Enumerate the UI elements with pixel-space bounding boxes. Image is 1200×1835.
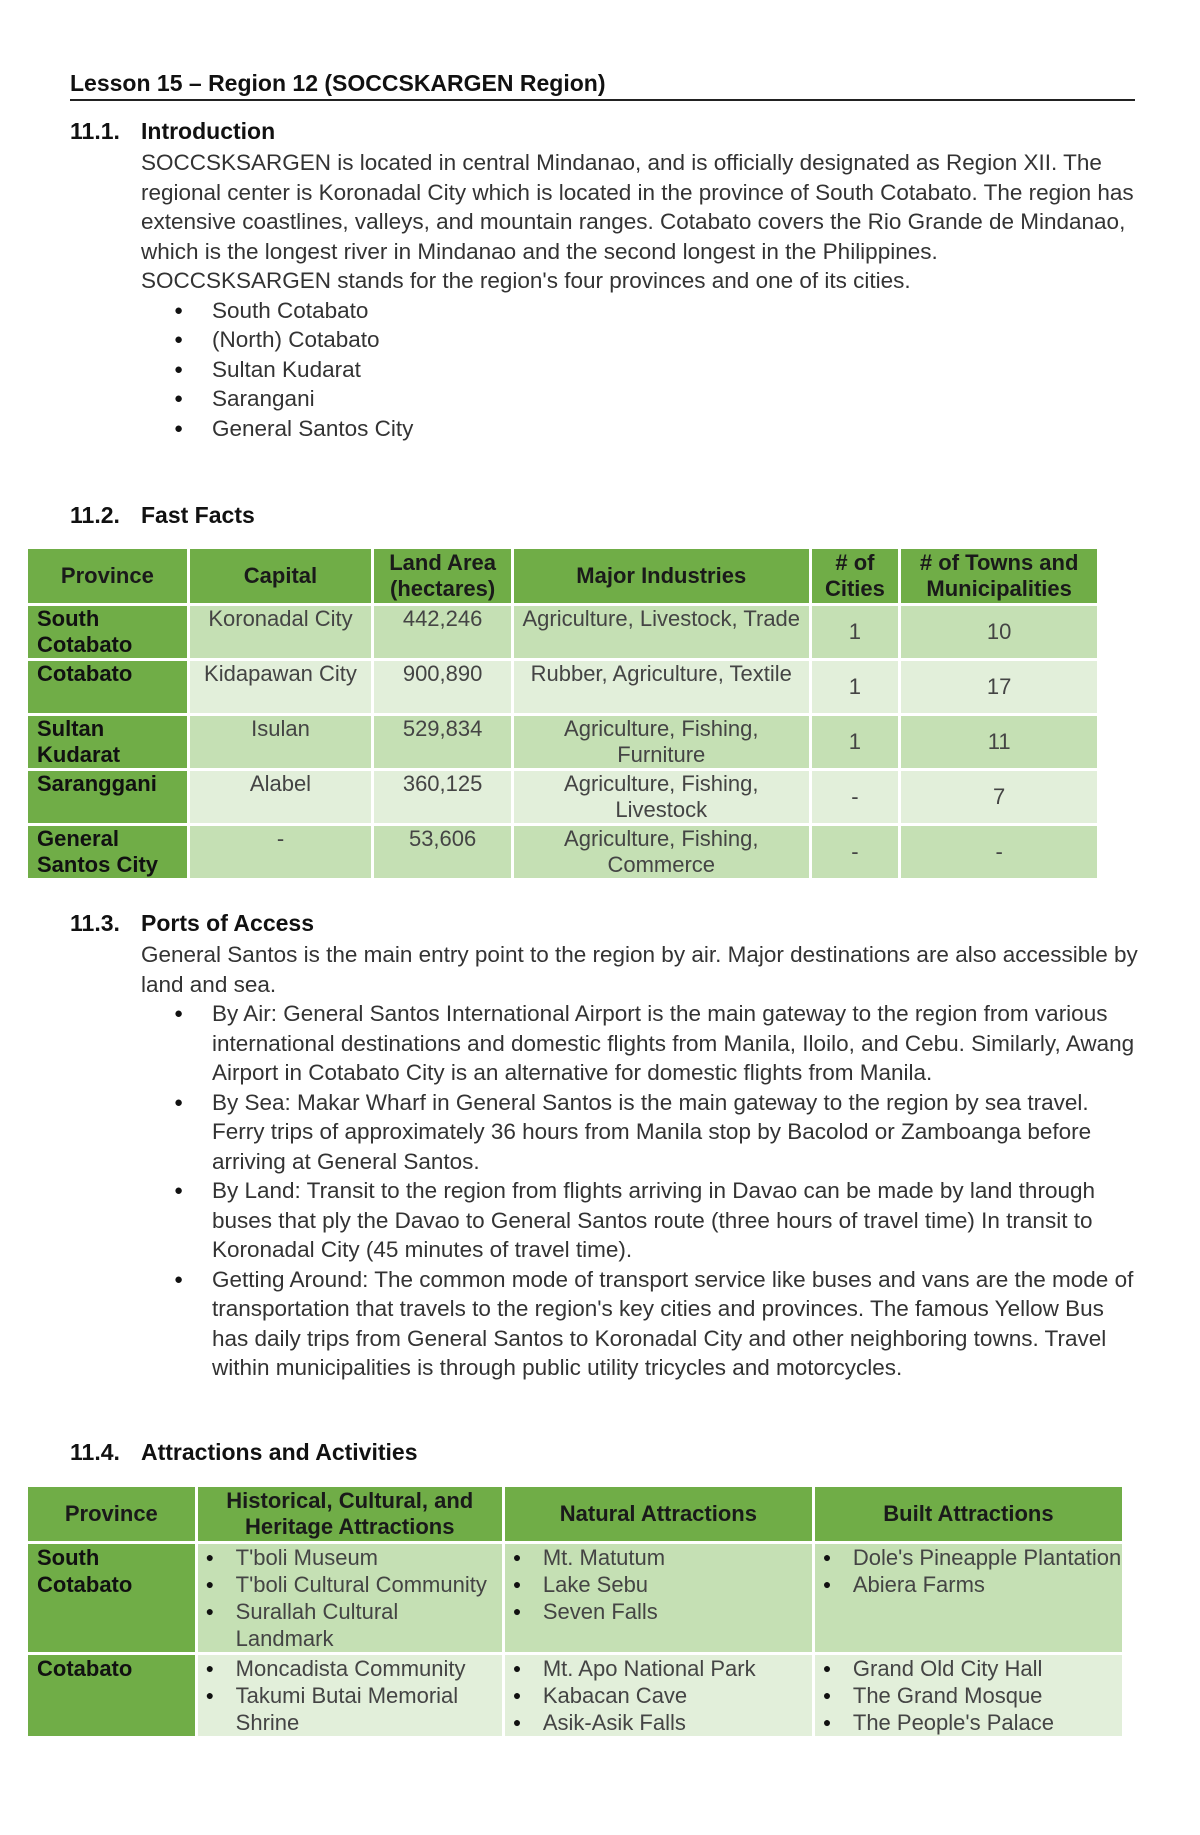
section-number: 11.3.: [70, 910, 120, 936]
introduction-paragraph-2: SOCCSKSARGEN stands for the region's four provinces and one of its cities.: [141, 268, 911, 293]
province-cell: South Cotabato: [27, 605, 189, 660]
column-header: Capital: [188, 548, 372, 605]
table-row: [27, 605, 1099, 660]
table-row: [27, 1543, 1124, 1654]
natural-cell: [503, 1543, 813, 1654]
section-title: Introduction: [141, 118, 276, 144]
column-header: Historical, Cultural, and Heritage Attractions: [196, 1486, 503, 1543]
cities-cell: -: [810, 825, 900, 880]
industries-cell: Agriculture, Livestock, Trade: [513, 605, 811, 660]
province-cell: Cotabato: [27, 660, 189, 715]
capital-cell: Koronadal City: [188, 605, 372, 660]
list-item: ● By Air: General Santos International Airport is the main gateway to the region from various international destinations and domestic flights from Manila, Iloilo, and Cebu. Similarly, Awang Airport in Cotabato City is an alternative for domestic flights from Manila.: [141, 999, 1141, 1088]
table-row: [27, 770, 1099, 825]
column-header: # of Cities: [810, 548, 900, 605]
fast-facts-table: [25, 546, 1100, 881]
area-cell: 442,246: [373, 605, 513, 660]
towns-cell: 10: [900, 605, 1099, 660]
area-cell: 360,125: [373, 770, 513, 825]
section-ports-heading: [70, 910, 314, 937]
table-row: [27, 715, 1099, 770]
table-header-row: [27, 548, 1099, 605]
table-row: [27, 825, 1099, 880]
section-title: Fast Facts: [141, 502, 255, 528]
section-title: Attractions and Activities: [141, 1439, 418, 1465]
introduction-paragraph: SOCCSKSARGEN is located in central Mindanao, and is officially designated as Region XII. The regional center is Koronadal City which is located in the province of South Cotabato. The region has extensive coastlines, valleys, and mountain ranges. Cotabato covers the Rio Grande de Mindanao, which is the longest river in Mindanao and the second longest in the Philippines.: [141, 150, 1134, 264]
list-item: ● South Cotabato: [141, 296, 1141, 326]
built-cell: [813, 1543, 1123, 1654]
towns-cell: -: [900, 825, 1099, 880]
list-item: ● Moncadista Community: [198, 1655, 502, 1682]
province-cell: Cotabato: [27, 1654, 197, 1738]
introduction-body: [141, 148, 1141, 443]
list-item: ● Asik-Asik Falls: [505, 1709, 812, 1736]
list-item: ● Lake Sebu: [505, 1571, 812, 1598]
list-item: ● Getting Around: The common mode of transport service like buses and vans are the mode of transportation that travels to the region's key cities and provinces. The famous Yellow Bus has daily trips from General Santos to Koronadal City and other neighboring towns. Travel within municipalities is through public utility tricycles and motorcycles.: [141, 1265, 1141, 1383]
industries-cell: Rubber, Agriculture, Textile: [513, 660, 811, 715]
province-cell: General Santos City: [27, 825, 189, 880]
list-item: ● T'boli Cultural Community: [198, 1571, 502, 1598]
column-header: Province: [27, 1486, 197, 1543]
cities-cell: 1: [810, 715, 900, 770]
section-introduction-heading: [70, 118, 275, 145]
natural-cell: [503, 1654, 813, 1738]
section-attractions-heading: [70, 1439, 417, 1466]
towns-cell: 7: [900, 770, 1099, 825]
table-header-row: [27, 1486, 1124, 1543]
list-item: ● Surallah Cultural Landmark: [198, 1598, 502, 1652]
industries-cell: Agriculture, Fishing, Livestock: [513, 770, 811, 825]
section-title: Ports of Access: [141, 910, 314, 936]
list-item: ● Sultan Kudarat: [141, 355, 1141, 385]
area-cell: 53,606: [373, 825, 513, 880]
province-cell: South Cotabato: [27, 1543, 197, 1654]
list-item: ● By Land: Transit to the region from flights arriving in Davao can be made by land through buses that ply the Davao to General Santos route (three hours of travel time) In transit to Koronadal City (45 minutes of travel time).: [141, 1176, 1141, 1265]
historical-cell: [196, 1654, 503, 1738]
ports-paragraph: General Santos is the main entry point to the region by air. Major destinations are also accessible by land and sea.: [141, 942, 1138, 997]
section-number: 11.4.: [70, 1439, 120, 1465]
province-cell: Saranggani: [27, 770, 189, 825]
column-header: Province: [27, 548, 189, 605]
industries-cell: Agriculture, Fishing, Furniture: [513, 715, 811, 770]
column-header: Land Area (hectares): [373, 548, 513, 605]
list-item: ● Takumi Butai Memorial Shrine: [198, 1682, 502, 1736]
area-cell: 900,890: [373, 660, 513, 715]
ports-list: [141, 999, 1141, 1383]
list-item: ● Sarangani: [141, 384, 1141, 414]
capital-cell: -: [188, 825, 372, 880]
capital-cell: Kidapawan City: [188, 660, 372, 715]
cities-cell: 1: [810, 605, 900, 660]
section-number: 11.2.: [70, 502, 120, 528]
list-item: ● Mt. Apo National Park: [505, 1655, 812, 1682]
column-header: Natural Attractions: [503, 1486, 813, 1543]
list-item: ● T'boli Museum: [198, 1544, 502, 1571]
section-fast-facts-heading: [70, 502, 255, 529]
list-item: ● The People's Palace: [815, 1709, 1122, 1736]
cities-cell: -: [810, 770, 900, 825]
historical-cell: [196, 1543, 503, 1654]
industries-cell: Agriculture, Fishing, Commerce: [513, 825, 811, 880]
list-item: ● Seven Falls: [505, 1598, 812, 1625]
list-item: ● By Sea: Makar Wharf in General Santos is the main gateway to the region by sea travel. Ferry trips of approximately 36 hours from Manila stop by Bacolod or Zamboanga before arriving at General Santos.: [141, 1088, 1141, 1177]
area-cell: 529,834: [373, 715, 513, 770]
table-row: [27, 660, 1099, 715]
province-cell: Sultan Kudarat: [27, 715, 189, 770]
list-item: ● (North) Cotabato: [141, 325, 1141, 355]
list-item: ● Mt. Matutum: [505, 1544, 812, 1571]
ports-body: [141, 940, 1141, 1383]
column-header: # of Towns and Municipalities: [900, 548, 1099, 605]
capital-cell: Isulan: [188, 715, 372, 770]
section-number: 11.1.: [70, 118, 120, 144]
built-cell: [813, 1654, 1123, 1738]
towns-cell: 11: [900, 715, 1099, 770]
list-item: ● Dole's Pineapple Plantation: [815, 1544, 1122, 1571]
list-item: ● Grand Old City Hall: [815, 1655, 1122, 1682]
province-list: [141, 296, 1141, 444]
list-item: ● Abiera Farms: [815, 1571, 1122, 1598]
capital-cell: Alabel: [188, 770, 372, 825]
list-item: ● Kabacan Cave: [505, 1682, 812, 1709]
attractions-table: [25, 1484, 1125, 1739]
list-item: ● General Santos City: [141, 414, 1141, 444]
column-header: Built Attractions: [813, 1486, 1123, 1543]
list-item: ● The Grand Mosque: [815, 1682, 1122, 1709]
table-row: [27, 1654, 1124, 1738]
column-header: Major Industries: [513, 548, 811, 605]
towns-cell: 17: [900, 660, 1099, 715]
lesson-title: Lesson 15 – Region 12 (SOCCSKARGEN Region): [70, 70, 1135, 101]
cities-cell: 1: [810, 660, 900, 715]
